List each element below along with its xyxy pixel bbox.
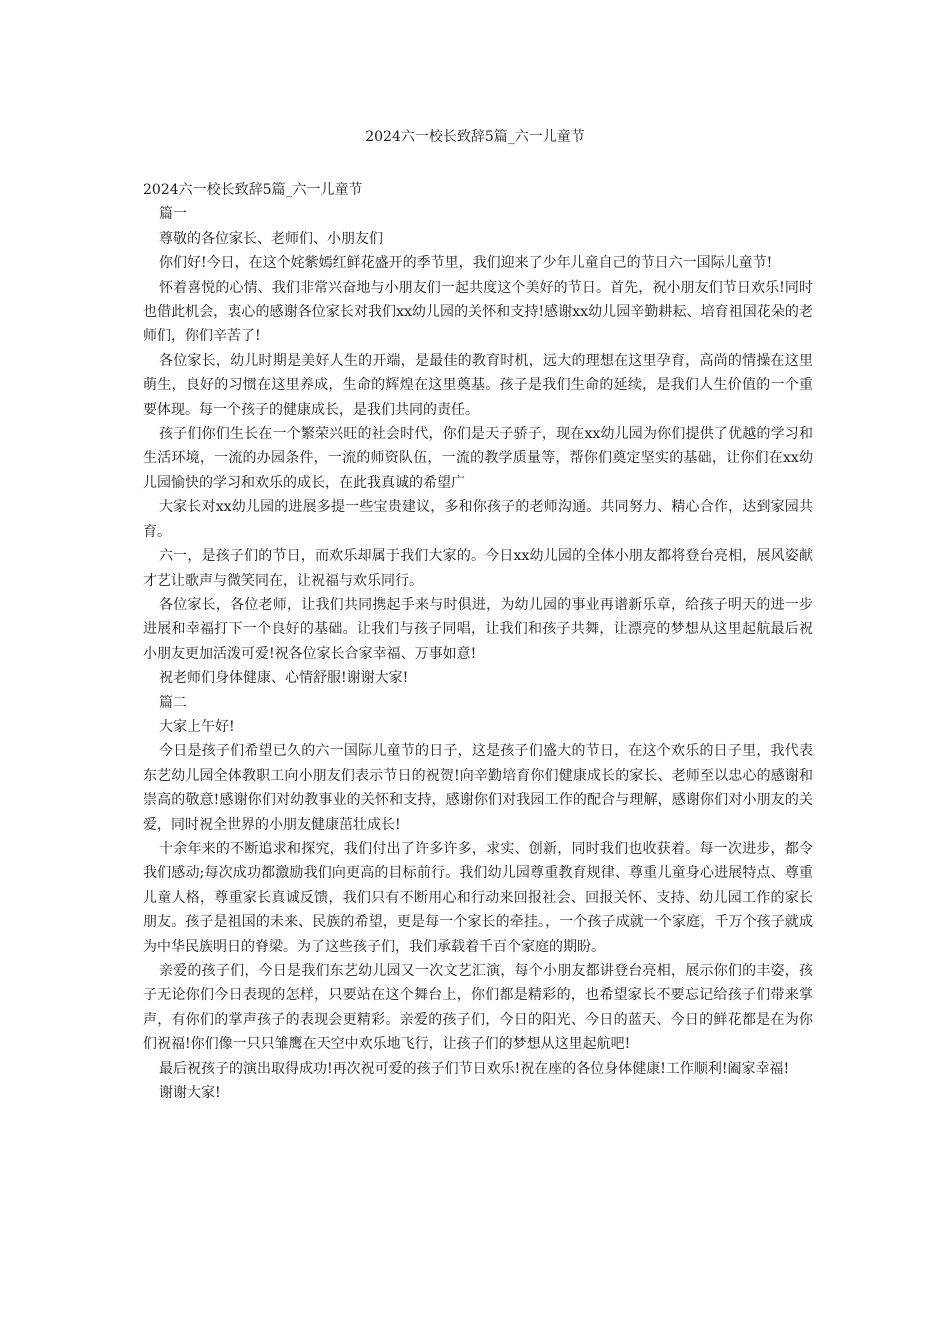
paragraph: 你们好!今日，在这个姹紫嫣红鲜花盛开的季节里，我们迎来了少年儿童自己的节日六一国际儿童节! (159, 255, 773, 272)
paragraph: 十余年来的不断追求和探究，我们付出了许多许多，求实、创新，同时我们也收获着。每一次进步，都令我们感动;每次成功都激励我们向更高的目标前行。我们幼儿园尊重教育规律、尊重儿童身心进展特点、尊重儿童人格，尊重家长真诚反馈，我们只有不断用心和行动来回报社会、回报关怀、支持、幼儿园工作的家长朋友。孩子是祖国的未来、民族的希望，更是每一个家长的牵挂。，一个孩子成就一个家庭，千万个孩子就成为中华民族明日的脊梁。为了这些孩子们，我们承载着千百个家庭的期盼。 (143, 840, 813, 955)
paragraph: 2024六一校长致辞5篇_六一儿童节 (143, 182, 363, 198)
paragraph: 篇二 (159, 694, 187, 711)
paragraph: 谢谢大家! (159, 1085, 221, 1102)
paragraph: 祝老师们身体健康、心情舒服!谢谢大家! (159, 670, 409, 687)
paragraph: 大家上午好! (159, 718, 235, 735)
paragraph: 各位家长，各位老师，让我们共同携起手来与时俱进，为幼儿园的事业再谱新乐章，给孩子明天的进一步进展和幸福打下一个良好的基础。让我们与孩子同唱，让我们和孩子共舞，让漂亮的梦想从这里起航最后祝小朋友更加活泼可爱!祝各位家长合家幸福、万事如意! (143, 596, 813, 662)
paragraph: 最后祝孩子的演出取得成功!再次祝可爱的孩子们节日欢乐!祝在座的各位身体健康!工作顺利!阖家幸福! (159, 1060, 790, 1077)
document-title: 2024六一校长致辞5篇_六一儿童节 (365, 129, 585, 145)
paragraph: 大家长对xx幼儿园的进展多提一些宝贵建议，多和你孩子的老师沟通。共同努力、精心合作，达到家园共育。 (143, 499, 813, 540)
paragraph: 今日是孩子们希望已久的六一国际儿童节的日子，这是孩子们盛大的节日，在这个欢乐的日子里，我代表东艺幼儿园全体教职工向小朋友们表示节日的祝贺!向辛勤培育你们健康成长的家长、老师至以忠心的感谢和崇高的敬意!感谢你们对幼教事业的关怀和支持，感谢你们对我园工作的配合与理解，感谢你们对小朋友的关爱，同时祝全世界的小朋友健康茁壮成长! (143, 743, 813, 833)
paragraph: 篇一 (159, 206, 187, 223)
paragraph: 各位家长，幼儿时期是美好人生的开端，是最佳的教育时机，远大的理想在这里孕育，高尚的情操在这里萌生，良好的习惯在这里养成，生命的辉煌在这里奠基。孩子是我们生命的延续，是我们人生价值的一个重要体现。每一个孩子的健康成长，是我们共同的责任。 (143, 352, 813, 418)
paragraph: 六一，是孩子们的节日，而欢乐却属于我们大家的。今日xx幼儿园的全体小朋友都将登台亮相，展风姿献才艺让歌声与微笑同在，让祝福与欢乐同行。 (143, 548, 813, 589)
paragraph: 亲爱的孩子们，今日是我们东艺幼儿园又一次文艺汇演，每个小朋友都讲登台亮相，展示你们的丰姿，孩子无论你们今日表现的怎样，只要站在这个舞台上，你们都是精彩的，也希望家长不要忘记给孩子们带来掌声，有你们的掌声孩子的表现会更精彩。亲爱的孩子们，今日的阳光、今日的蓝天、今日的鲜花都是在为你们祝福!你们像一只只雏鹰在天空中欢乐地飞行，让孩子们的梦想从这里起航吧! (143, 963, 813, 1053)
document-body (143, 178, 813, 1105)
paragraph: 孩子们你们生长在一个繁荣兴旺的社会时代，你们是天子骄子，现在xx幼儿园为你们提供了优越的学习和生活环境，一流的办园条件，一流的师资队伍，一流的教学质量等，帮你们奠定坚实的基础，让你们在xx幼儿园愉快的学习和欢乐的成长，在此我真诚的希望广 (143, 426, 813, 491)
paragraph: 怀着喜悦的心情、我们非常兴奋地与小朋友们一起共度这个美好的节日。首先，祝小朋友们节日欢乐!同时也借此机会，衷心的感谢各位家长对我们xx幼儿园的关怀和支持!感谢xx幼儿园辛勤耕耘、培育祖国花朵的老师们，你们辛苦了! (143, 279, 813, 345)
paragraph: 尊敬的各位家长、老师们、小朋友们 (159, 230, 383, 247)
